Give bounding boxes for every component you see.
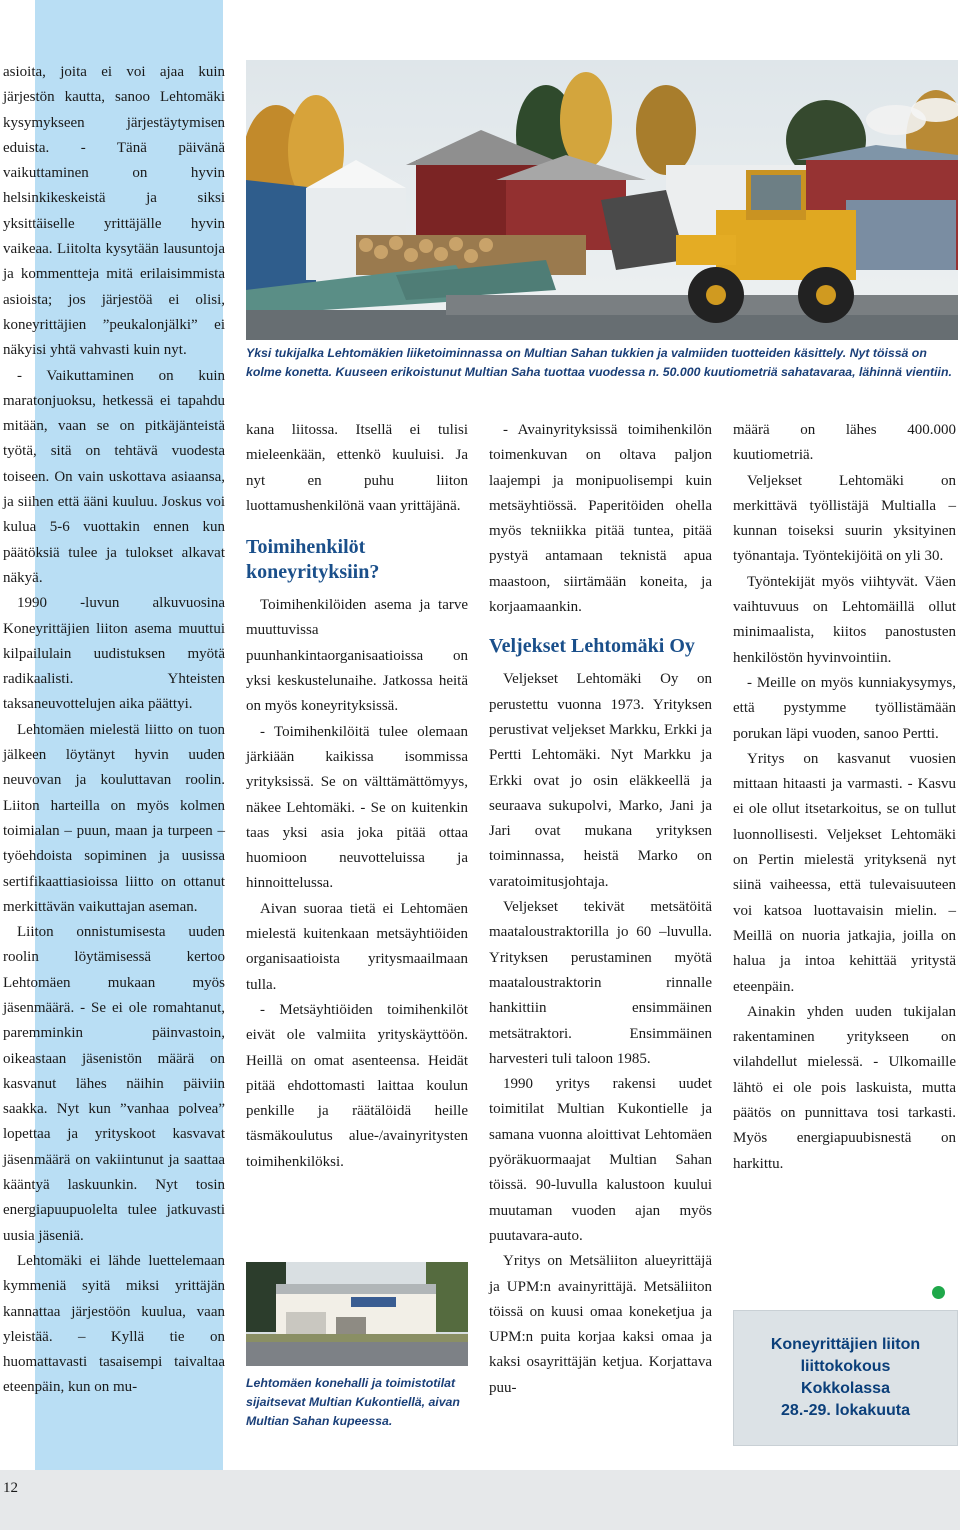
announcement-line: liittokokous (800, 1358, 891, 1375)
paragraph: 1990 -luvun alkuvuosina Koneyrittäjien liiton asema muuttui kilpailulain uudistuksen myötä radikaalisti. Yhteisten taksaneuvottelujen aika päättyi. (3, 595, 225, 713)
paragraph: Veljekset Lehtomäki Oy on perustettu vuonna 1973. Yrityksen perustivat veljekset Markku, Erkki ja Pertti Lehtomäki. Nyt Markku ja Erkki ovat jo osin eläkkeellä ja seuraava sukupolvi, Marko, Jani ja Jari ovat mukana yrityksen toiminnassa, heistä Marko on varatoimitusjohtaja. (489, 671, 712, 890)
paragraph: Veljekset Lehtomäki on merkittävä työllistäjä Multialla – kunnan toiseksi suurin yksityinen työnantaja. Työntekijöitä on yli 30. (733, 472, 956, 565)
paragraph: määrä on lähes 400.000 kuutiometriä. (733, 422, 956, 464)
paragraph: Veljekset tekivät metsätöitä maataloustraktorilla jo 60 –luvulla. Yrityksen perustaminen myötä maataloustraktorin rinnalle hankittiin ensimmäinen metsätraktori. Ensimmäinen harvesteri tuli taloon 1985. (489, 899, 712, 1067)
paragraph: Työntekijät myös viihtyvät. Väen vaihtuvuus on Lehtomäillä ollut minimaalista, kiitos panostusten henkilöstön hyvinvointiin. (733, 573, 956, 666)
paragraph: Aivan suoraa tietä ei Lehtomäen mielestä kuitenkaan metsäyhtiöiden organisaatioista yritysmaailmaan tulla. (246, 900, 468, 993)
sawmill-loader-illustration (246, 60, 958, 340)
paragraph: - Avainyrityksissä toimihenkilön toimenkuvan on oltava paljon laajempi ja monipuolisempi kuin metsäyhtiössä. Paperitöiden ohella myös tekniikka pitää tuntea, pitää pystyä antamaan teknistä apua maastoon, siirtämään koneita, ja korjaamaankin. (489, 422, 712, 616)
machine-hall-illustration (246, 1262, 468, 1366)
paragraph: kana liitossa. Itsellä ei tulisi mieleenkään, ettenkö kuuluisi. Ja nyt en puhu liiton luottamushenkilönä vaan yrittäjänä. (246, 422, 468, 514)
article-column-3 (489, 418, 712, 1401)
article-column-2 (246, 418, 468, 1175)
announcement-line: Koneyrittäjien liiton (770, 1336, 921, 1353)
announcement-line: 28.-29. lokakuuta (781, 1402, 910, 1419)
machine-hall-caption: Lehtomäen konehalli ja toimistotilat sijaitsevat Multian Kukontiellä, aivan Multian Sahan kupeessa. (246, 1376, 460, 1428)
paragraph: 1990 yritys rakensi uudet toimitilat Multian Kukontielle ja samana vuonna aloittivat Lehtomäen pyöräkuormaajat Multian Sahan töissä. 90-luvulla kalustoon kuului muutaman vuoden ajan myös puutavara-auto. (489, 1076, 712, 1244)
section-heading: Toimihenkilöt koneyrityksiin? (246, 536, 380, 584)
article-column-4 (733, 418, 956, 1177)
meeting-announcement-box (733, 1310, 958, 1446)
section-heading: Veljekset Lehtomäki Oy (489, 635, 695, 658)
paragraph: Lehtomäen mielestä liitto on tuon jälkeen löytänyt hyvin uuden neuvovan ja kouluttavan roolin. Liiton harteilla on myös kolmen toimialan – puun, maan ja turpeen – työehdoista sopiminen ja uusissa sertifikaattiasioissa liitto on ottanut merkittävän vaikuttajan aseman. (3, 721, 225, 915)
paragraph: Yritys on kasvanut vuosien mittaan hitaasti ja varmasti. - Kasvu ei ole ollut itsetarkoitus, se on tullut luonnollisesti. Veljekset Lehtomäki on Pertin mielestä yrityksenä nyt siinä vaiheessa, että tulevaisuuteen voi katsoa luottavaisin mielin. – Meillä on nuoria jatkajia, joilla on halua ja intoa kehittää yritystä eteenpäin. (733, 750, 956, 995)
article-column-1 (3, 60, 225, 1401)
paragraph: Yritys on Metsäliiton alueyrittäjä ja UPM:n avainyrittäjä. Metsäliiton töissä on kuusi omaa koneketjua ja UPM:n puita korjaa kaksi omaa ja kaksi osayrittäjän ketjua. Korjattava puu- (489, 1253, 712, 1396)
paragraph: - Meille on myös kunniakysymys, että pystymme työllistämään porukan läpi vuoden, sanoo Pertti. (733, 674, 956, 742)
paragraph: - Vaikuttaminen on kuin maratonjuoksu, hetkessä ei tapahdu mitään, vaan se on pitkäjänteistä työtä, sitä on tehtävä vuodesta toiseen. On vain uskottava asiaansa, ja siihen että ääni kuuluu. Joskus voi kulua 5-6 vuottakin ennen kun päätöksiä tulee ja tulokset alkavat näkyä. (3, 367, 225, 586)
paragraph: asioita, joita ei voi ajaa kuin järjestön kautta, sanoo Lehtomäki kysymykseen järjestäytymisen eduista. - Tänä päivänä vaikuttaminen on hyvin helsinkikeskeistä ja siksi yksittäiselle yrittäjälle hyvin vaikeaa. Liitolta kysytään lausuntoja ja kommentteja mitä erilaisimmista asioista; jos järjestöä ei olisi, koneyrittäjien ”peukalonjälki” ei näkyisi yhtä vahvasti kuin nyt. (3, 64, 225, 359)
main-photo (246, 60, 958, 340)
paragraph: - Toimihenkilöitä tulee olemaan järkiään kaikissa isommissa yrityksissä. Se on välttämättömyys, näkee Lehtomäki. - Se on kuitenkin taas yksi asia joka pitää ottaa huomioon neuvotteluissa ja hinnoittelussa. (246, 723, 468, 892)
announcement-line: Kokkolassa (801, 1380, 890, 1397)
page-number: 12 (3, 1480, 18, 1496)
machine-hall-photo (246, 1262, 468, 1366)
paragraph: - Metsäyhtiöiden toimihenkilöt eivät ole valmiita yrityskäyttöön. Heillä on omat asenteensa. Heidät pitää ehdottomasti laittaa koulun penkille ja räätälöidä heille täsmäkoulutus alue-/avainyritysten toimihenkilöksi. (246, 1001, 468, 1170)
main-photo-caption: Yksi tukijalka Lehtomäkien liiketoiminnassa on Multian Sahan tukkien ja valmiiden tuotteiden käsittely. Nyt töissä on kolme konetta. Kuuseen erikoistunut Multian Saha tuottaa vuodessa n. 50.000 kuutiometriä sahatavaraa, lähinnä vientiin. (246, 346, 952, 379)
footer-band (0, 1470, 960, 1530)
paragraph: Toimihenkilöiden asema ja tarve muuttuvissa puunhankintaorganisaatioissa on yksi keskustelunaihe. Jatkossa heitä on myös koneyrityksissä. (246, 597, 468, 715)
paragraph: Ainakin yhden uuden tukijalan rakentaminen yritykseen on vilahdellut mielessä. - Ulkomaille lähtö ei ole pois laskuista, mutta päätös on punnittava tosi tarkasti. Myös energiapuubisnestä on harkittu. (733, 1003, 956, 1172)
end-mark-dot-icon (932, 1286, 945, 1299)
paragraph: Liiton onnistumisesta uuden roolin löytämisessä kertoo Lehtomäen mukaan myös jäsenmäärä. - Se ei ole romahtanut, paremminkin päinvastoin, oikeastaan jäsenistön määrä on kasvanut lähes näihin päiviin saakka. Nyt kun ”vanhaa polvea” lopettaa ja yrityskoot kasvavat jäsenmäärä on vakiintunut ja saattaa kääntyä laskuunkin. Nyt tosin energiapuupuolelta tulee jatkuvasti uusia jäseniä. (3, 924, 225, 1244)
paragraph: Lehtomäki ei lähde luettelemaan kymmeniä syitä miksi yrittäjän kannattaa järjestöön kuulua, vaan yleistää. – Kyllä tie on huomattavasti tasaisempi taivaltaa eteenpäin, kun on mu- (3, 1252, 225, 1396)
